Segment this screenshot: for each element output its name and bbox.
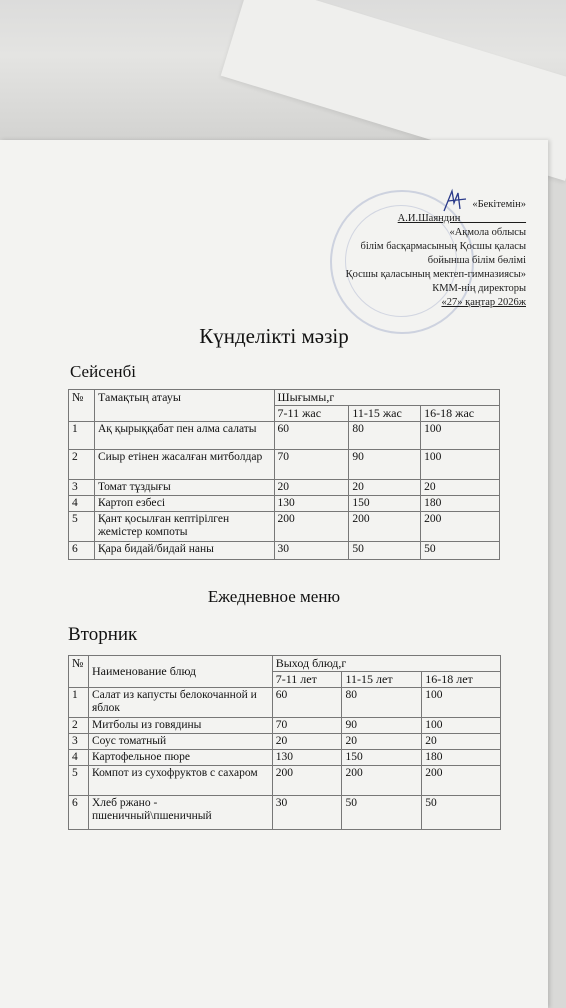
row-number: 5 [69,766,89,796]
header-age: 16-18 жас [421,406,500,422]
table-row [69,542,500,560]
portion-11-15: 80 [342,688,422,718]
portion-11-15: 20 [342,734,422,750]
portion-16-18: 100 [421,422,500,450]
row-number: 4 [69,750,89,766]
row-number: 5 [69,512,95,542]
portion-16-18: 180 [422,750,501,766]
table-row [69,496,500,512]
table-row [69,750,501,766]
row-number: 2 [69,718,89,734]
portion-16-18: 180 [421,496,500,512]
header-age: 7-11 лет [272,672,342,688]
portion-16-18: 20 [422,734,501,750]
table-row [69,450,500,480]
portion-11-15: 200 [342,766,422,796]
approval-line: білім басқармасының Қосшы қаласы [360,241,526,252]
portion-11-15: 50 [349,542,421,560]
table-row [69,512,500,542]
approval-line: бойынша білім бөлімі [427,255,526,266]
approval-line: КММ-нің директоры [432,283,526,294]
header-age: 11-15 жас [349,406,421,422]
portion-7-11: 30 [272,796,342,830]
dish-name: Салат из капусты белокочанной и яблок [88,688,272,718]
kz-table-body [69,422,500,560]
approval-line: «Бекітемін» [472,199,526,210]
portion-7-11: 30 [274,542,349,560]
dish-name: Сиыр етінен жасалған митболдар [94,450,274,480]
header-age: 11-15 лет [342,672,422,688]
approval-line: «Ақмола облысы [449,227,526,238]
kz-day: Сейсенбі [70,362,136,381]
ru-title: Ежедневное меню [207,587,341,606]
row-number: 1 [69,422,95,450]
dish-name: Картоп езбесі [94,496,274,512]
row-number: 2 [69,450,95,480]
portion-11-15: 200 [349,512,421,542]
dish-name: Соус томатный [88,734,272,750]
table-header-row [69,390,500,406]
portion-7-11: 130 [272,750,342,766]
portion-11-15: 90 [349,450,421,480]
row-number: 3 [69,734,89,750]
ru-menu-table [68,655,501,830]
portion-16-18: 50 [422,796,501,830]
table-row [69,796,501,830]
dish-name: Хлеб ржано - пшеничный\пшеничный [88,796,272,830]
row-number: 6 [69,542,95,560]
table-row [69,422,500,450]
header-output: Шығымы,г [274,390,499,406]
portion-11-15: 20 [349,480,421,496]
portion-16-18: 200 [422,766,501,796]
dish-name: Компот из сухофруктов с сахаром [88,766,272,796]
approval-line: Қосшы қаласының мектеп-гимназиясы» [345,269,526,280]
portion-7-11: 200 [272,766,342,796]
portion-16-18: 20 [421,480,500,496]
dish-name: Қант қосылған кептірілген жемістер компоты [94,512,274,542]
approval-date: «27» қаңтар 2026ж [441,297,526,308]
portion-7-11: 70 [274,450,349,480]
portion-11-15: 150 [342,750,422,766]
approval-block [226,198,526,310]
portion-7-11: 20 [272,734,342,750]
table-row [69,718,501,734]
kz-title: Күнделікті мәзір [199,324,349,348]
table-row [69,480,500,496]
portion-16-18: 100 [422,688,501,718]
portion-11-15: 50 [342,796,422,830]
ru-day: Вторник [68,624,138,645]
dish-name: Томат тұздығы [94,480,274,496]
dish-name: Қара бидай/бидай наны [94,542,274,560]
portion-7-11: 70 [272,718,342,734]
header-name: Тамақтың атауы [94,390,274,422]
header-name: Наименование блюд [88,656,272,688]
portion-11-15: 80 [349,422,421,450]
portion-16-18: 100 [422,718,501,734]
header-number: № [69,656,89,688]
approval-signer: А.И.Шаяндин ____________ [397,213,526,224]
header-output: Выход блюд,г [272,656,500,672]
portion-11-15: 150 [349,496,421,512]
portion-16-18: 200 [421,512,500,542]
table-row [69,688,501,718]
ru-table-body [69,688,501,830]
portion-7-11: 20 [274,480,349,496]
dish-name: Митболы из говядины [88,718,272,734]
table-header-row [69,656,501,672]
portion-16-18: 100 [421,450,500,480]
menu-document [0,140,548,1008]
header-number: № [69,390,95,422]
row-number: 6 [69,796,89,830]
header-age: 16-18 лет [422,672,501,688]
dish-name: Ақ қырыққабат пен алма салаты [94,422,274,450]
dish-name: Картофельное пюре [88,750,272,766]
table-row [69,766,501,796]
row-number: 4 [69,496,95,512]
portion-7-11: 60 [272,688,342,718]
portion-7-11: 60 [274,422,349,450]
portion-7-11: 130 [274,496,349,512]
portion-11-15: 90 [342,718,422,734]
kz-menu-table [68,389,500,560]
row-number: 3 [69,480,95,496]
header-age: 7-11 жас [274,406,349,422]
row-number: 1 [69,688,89,718]
table-row [69,734,501,750]
portion-7-11: 200 [274,512,349,542]
portion-16-18: 50 [421,542,500,560]
